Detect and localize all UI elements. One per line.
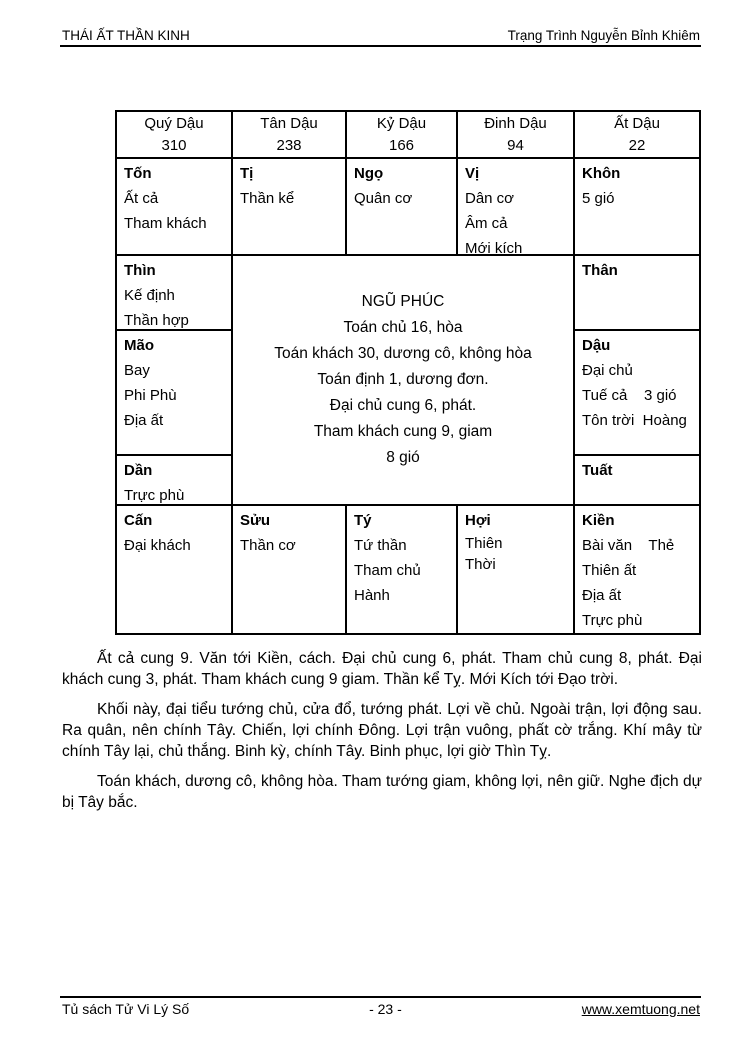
palace-label: Thân [582, 262, 618, 279]
year-value: 22 [628, 137, 646, 154]
palace-cell-ngo [347, 159, 458, 256]
year-value: 310 [161, 137, 187, 154]
summary-line: Toán khách 30, dương cô, không hòa [274, 345, 532, 362]
palace-label: Cấn [124, 512, 153, 529]
palace-line: Thời [465, 556, 496, 573]
palace-line: Địa ất [124, 412, 164, 429]
palace-line: Bài văn Thẻ [582, 537, 675, 554]
year-cell-at-dau [575, 112, 699, 159]
palace-line: Hành [354, 587, 390, 604]
palace-cell-dan [117, 456, 233, 506]
footer-rule [60, 996, 701, 998]
palace-label: Khôn [582, 165, 621, 182]
palace-line: Phi Phù [124, 387, 177, 404]
palace-line: Thần kể [240, 190, 295, 207]
summary-line: 8 gió [386, 449, 420, 466]
summary-line: Toán định 1, dương đơn. [317, 371, 489, 388]
palace-label: Mão [124, 337, 154, 354]
year-cell-ky-dau [347, 112, 458, 159]
palace-label: Ngọ [354, 165, 384, 182]
palace-label: Hợi [465, 512, 491, 529]
paragraph-2: Khối này, đại tiểu tướng chủ, cửa đổ, tướng phát. Lợi về chủ. Ngoài trận, lợi động sau. Ra quân, nên chính Tây. Chiến, lợi chính Đông. Lợi trận vuông, phất cờ trắng. Khí mây từ chính Tây lại, chủ thắng. Binh kỳ, chính Tây. Binh phục, lợi giờ Thìn Tỵ. [62, 701, 702, 760]
footer-series-title: Tủ sách Tử Vi Lý Số [62, 1001, 190, 1017]
year-cell-dinh-dau [458, 112, 575, 159]
year-name: Đinh Dậu [484, 115, 547, 132]
year-cell-tan-dau [233, 112, 347, 159]
palace-label: Vị [465, 165, 480, 182]
palace-line: Mới kích [465, 240, 523, 256]
palace-label: Tý [354, 512, 372, 529]
header-rule [60, 45, 701, 47]
summary-line: Đại chủ cung 6, phát. [329, 397, 477, 414]
palace-line: Thần cơ [240, 537, 296, 554]
palace-cell-ton [117, 159, 233, 256]
page-footer [62, 1001, 700, 1017]
footer-page-number: - 23 - [369, 1001, 402, 1017]
year-value: 238 [276, 137, 302, 154]
paragraph-1: Ất cả cung 9. Văn tới Kiền, cách. Đại chủ cung 6, phát. Tham chủ cung 8, phát. Đại khách cung 3, phát. Tham khách cung 9 giam. Thần kể Tỵ. Mới Kích tới Đạo trời. [62, 650, 702, 688]
author-name: Trạng Trình Nguyễn Bỉnh Khiêm [507, 28, 700, 43]
palace-line: Dân cơ [465, 190, 515, 207]
palace-line: Địa ất [582, 587, 622, 604]
palace-cell-than [575, 256, 699, 331]
palace-cell-suu [233, 506, 347, 633]
palace-line: Âm cả [465, 215, 508, 232]
palace-line: Đại khách [124, 537, 191, 554]
palace-label: Dần [124, 462, 153, 479]
palace-line: Thần hợp [124, 312, 189, 329]
palace-cell-ty [347, 506, 458, 633]
palace-line: Tứ thần [354, 537, 407, 554]
palace-cell-thin [117, 256, 233, 331]
palace-cell-dau [575, 331, 699, 456]
palace-line: Kế định [124, 287, 175, 304]
page-header [62, 28, 700, 43]
palace-line: Tham khách [124, 215, 207, 232]
palace-line: 5 gió [582, 190, 615, 207]
palace-cell-ti [233, 159, 347, 256]
palace-line: Bay [124, 362, 150, 379]
palace-line: Trực phù [124, 487, 185, 504]
palace-line: Đại chủ [582, 362, 633, 379]
palace-line: Ất cả [124, 190, 159, 207]
palace-line: Tham chủ [354, 562, 421, 579]
palace-label: Tị [240, 165, 254, 182]
year-value: 94 [507, 137, 524, 154]
center-summary-cell [233, 256, 575, 506]
body-text [62, 648, 702, 822]
palace-line: Quân cơ [354, 190, 413, 207]
palace-line: Thiên ất [582, 562, 637, 579]
year-cell-quy-dau [117, 112, 233, 159]
footer-website-link[interactable]: www.xemtuong.net [581, 1001, 700, 1017]
summary-line: Tham khách cung 9, giam [313, 423, 493, 440]
palace-cell-hoi [458, 506, 575, 633]
palace-cell-khon [575, 159, 699, 256]
year-value: 166 [388, 137, 415, 154]
astrology-grid [115, 110, 701, 635]
paragraph-3: Toán khách, dương cô, không hòa. Tham tướng giam, không lợi, nên giữ. Nghe địch dự bị Tây bắc. [62, 773, 702, 811]
year-name: Kỷ Dậu [376, 115, 427, 132]
book-title: THÁI ẤT THẦN KINH [62, 28, 190, 43]
palace-cell-mao [117, 331, 233, 456]
palace-label: Sửu [240, 512, 271, 529]
palace-cell-kien [575, 506, 699, 633]
palace-label: Kiền [582, 512, 615, 529]
year-name: Ất Dậu [614, 115, 660, 132]
year-name: Quý Dậu [144, 115, 204, 132]
palace-label: Tuất [582, 462, 613, 479]
palace-line: Tôn trời Hoàng [582, 412, 687, 429]
year-name: Tân Dậu [260, 115, 318, 132]
palace-cell-tuat [575, 456, 699, 506]
palace-label: Tốn [124, 165, 152, 182]
palace-label: Thìn [124, 262, 156, 279]
summary-title: NGŨ PHÚC [361, 293, 445, 310]
summary-line: Toán chủ 16, hòa [343, 319, 463, 336]
palace-line: Tuế cả 3 gió [582, 387, 677, 404]
palace-cell-can [117, 506, 233, 633]
palace-label: Dậu [582, 337, 611, 354]
palace-line: Trực phù [582, 612, 643, 629]
palace-line: Thiên [465, 535, 503, 552]
palace-cell-vi [458, 159, 575, 256]
